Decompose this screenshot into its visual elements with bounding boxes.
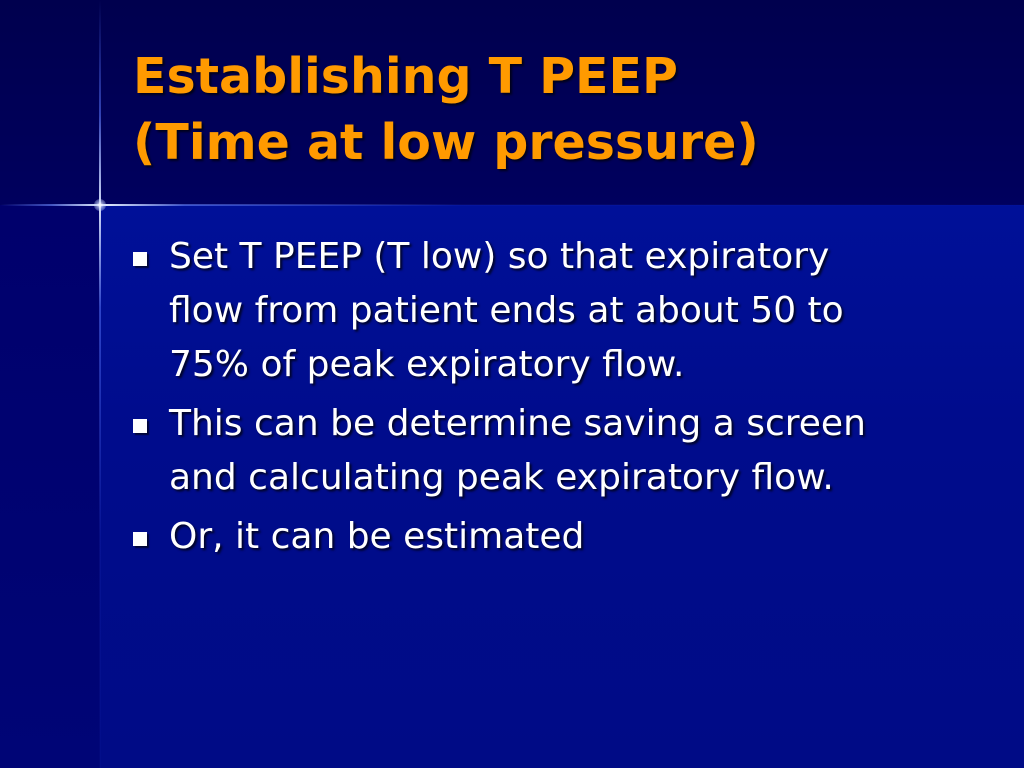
slide-title xyxy=(133,44,993,176)
left-margin-band xyxy=(0,205,100,768)
bullet-list xyxy=(133,230,1003,569)
bullet-2-line-1: This can be determine saving a screen xyxy=(169,403,866,444)
bullet-item-1 xyxy=(133,230,1003,392)
bullet-text-2 xyxy=(169,397,1003,505)
slide-title-line-1: Establishing T PEEP xyxy=(133,48,678,105)
slide-title-line-2: (Time at low pressure) xyxy=(133,114,759,171)
bullet-item-2 xyxy=(133,397,1003,505)
bullet-2-line-2: and calculating peak expiratory flow. xyxy=(169,457,834,498)
bullet-1-line-3: 75% of peak expiratory flow. xyxy=(169,344,685,385)
bullet-text-1 xyxy=(169,230,1003,392)
bullet-item-3 xyxy=(133,510,1003,564)
bullet-text-3 xyxy=(169,510,1003,564)
bullet-1-line-2: flow from patient ends at about 50 to xyxy=(169,290,844,331)
vertical-accent-line xyxy=(99,0,101,768)
horizontal-accent-line xyxy=(0,204,1024,206)
square-bullet-icon xyxy=(133,532,147,546)
sparkle-icon xyxy=(94,199,106,211)
bullet-1-line-1: Set T PEEP (T low) so that expiratory xyxy=(169,236,830,277)
square-bullet-icon xyxy=(133,252,147,266)
square-bullet-icon xyxy=(133,419,147,433)
bullet-3-line-1: Or, it can be estimated xyxy=(169,516,585,557)
